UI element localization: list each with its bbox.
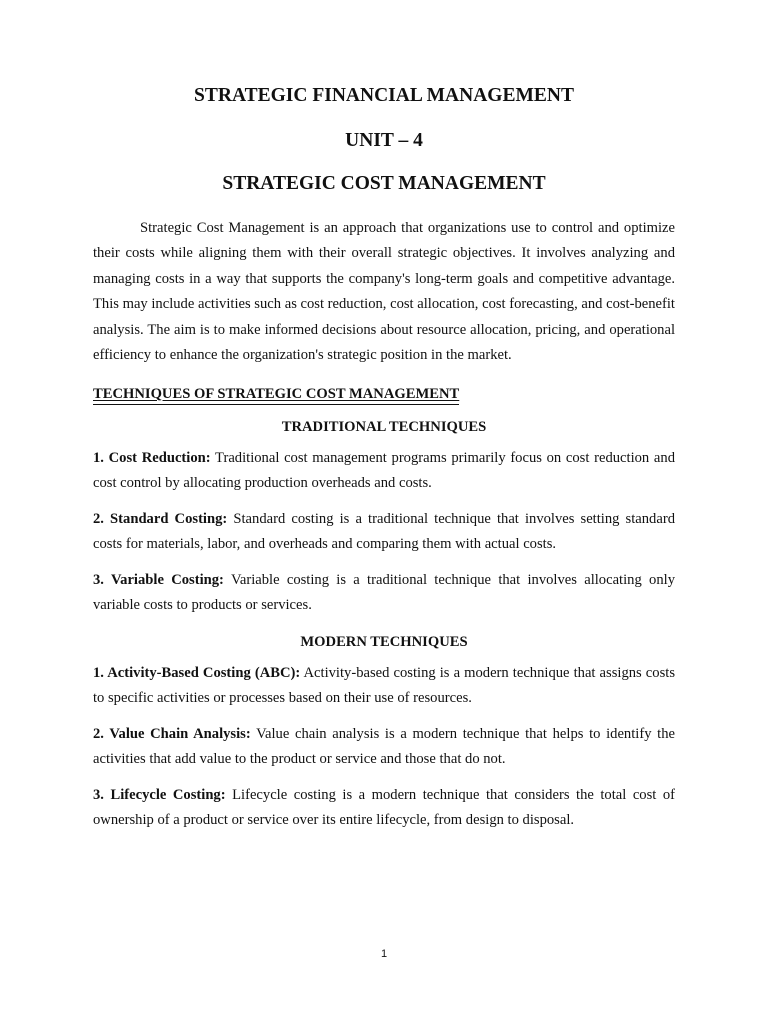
item-text: Standard costing is a traditional technique that involves setting standard costs for materials, labor, and overheads and comparing them with actual costs. bbox=[93, 510, 675, 552]
document-page bbox=[93, 86, 675, 834]
modern-techniques-heading: MODERN TECHNIQUES bbox=[300, 633, 468, 650]
section-title: STRATEGIC COST MANAGEMENT bbox=[222, 173, 546, 194]
item-label: 3. Lifecycle Costing: bbox=[93, 786, 226, 803]
traditional-item-variable-costing bbox=[93, 568, 675, 619]
item-label: 2. Standard Costing: bbox=[93, 510, 228, 527]
traditional-item-standard-costing bbox=[93, 507, 675, 558]
modern-item-abc bbox=[93, 661, 675, 712]
item-text: Traditional cost management programs primarily focus on cost reduction and cost control by allocating production overheads and costs. bbox=[93, 449, 675, 491]
modern-item-value-chain bbox=[93, 722, 675, 773]
item-label: 1. Activity-Based Costing (ABC): bbox=[93, 664, 301, 681]
unit-title: UNIT – 4 bbox=[345, 129, 423, 151]
traditional-item-cost-reduction bbox=[93, 446, 675, 497]
item-label: 1. Cost Reduction: bbox=[93, 449, 211, 466]
item-text: Variable costing is a traditional technique that involves allocating only variable costs to products or services. bbox=[93, 571, 675, 613]
item-text: Activity-based costing is a modern technique that assigns costs to specific activities or processes based on their use of resources. bbox=[93, 664, 675, 706]
page-number: 1 bbox=[380, 948, 388, 960]
techniques-heading-wrap bbox=[93, 369, 675, 405]
modern-item-lifecycle bbox=[93, 783, 675, 834]
traditional-techniques-heading: TRADITIONAL TECHNIQUES bbox=[281, 418, 487, 435]
item-text: Lifecycle costing is a modern technique that considers the total cost of ownership of a product or service over its entire lifecycle, from design to disposal. bbox=[93, 786, 675, 828]
item-label: 2. Value Chain Analysis: bbox=[93, 725, 251, 742]
item-label: 3. Variable Costing: bbox=[93, 571, 224, 588]
intro-paragraph: Strategic Cost Management is an approach that organizations use to control and optimize their costs while aligning them with their overall strategic objectives. It involves analyzing and managing costs in a way that supports the company's long-term goals and competitive advantage. This may include activities such as cost reduction, cost allocation, cost forecasting, and cost-benefit analysis. The aim is to make informed decisions about resource allocation, pricing, and operational efficiency to enhance the organization's strategic position in the market. bbox=[93, 219, 675, 363]
techniques-heading: TECHNIQUES OF STRATEGIC COST MANAGEMENT bbox=[93, 384, 459, 405]
item-text: Value chain analysis is a modern technique that helps to identify the activities that add value to the product or service and those that do not. bbox=[93, 725, 675, 767]
document-title: STRATEGIC FINANCIAL MANAGEMENT bbox=[194, 85, 574, 106]
